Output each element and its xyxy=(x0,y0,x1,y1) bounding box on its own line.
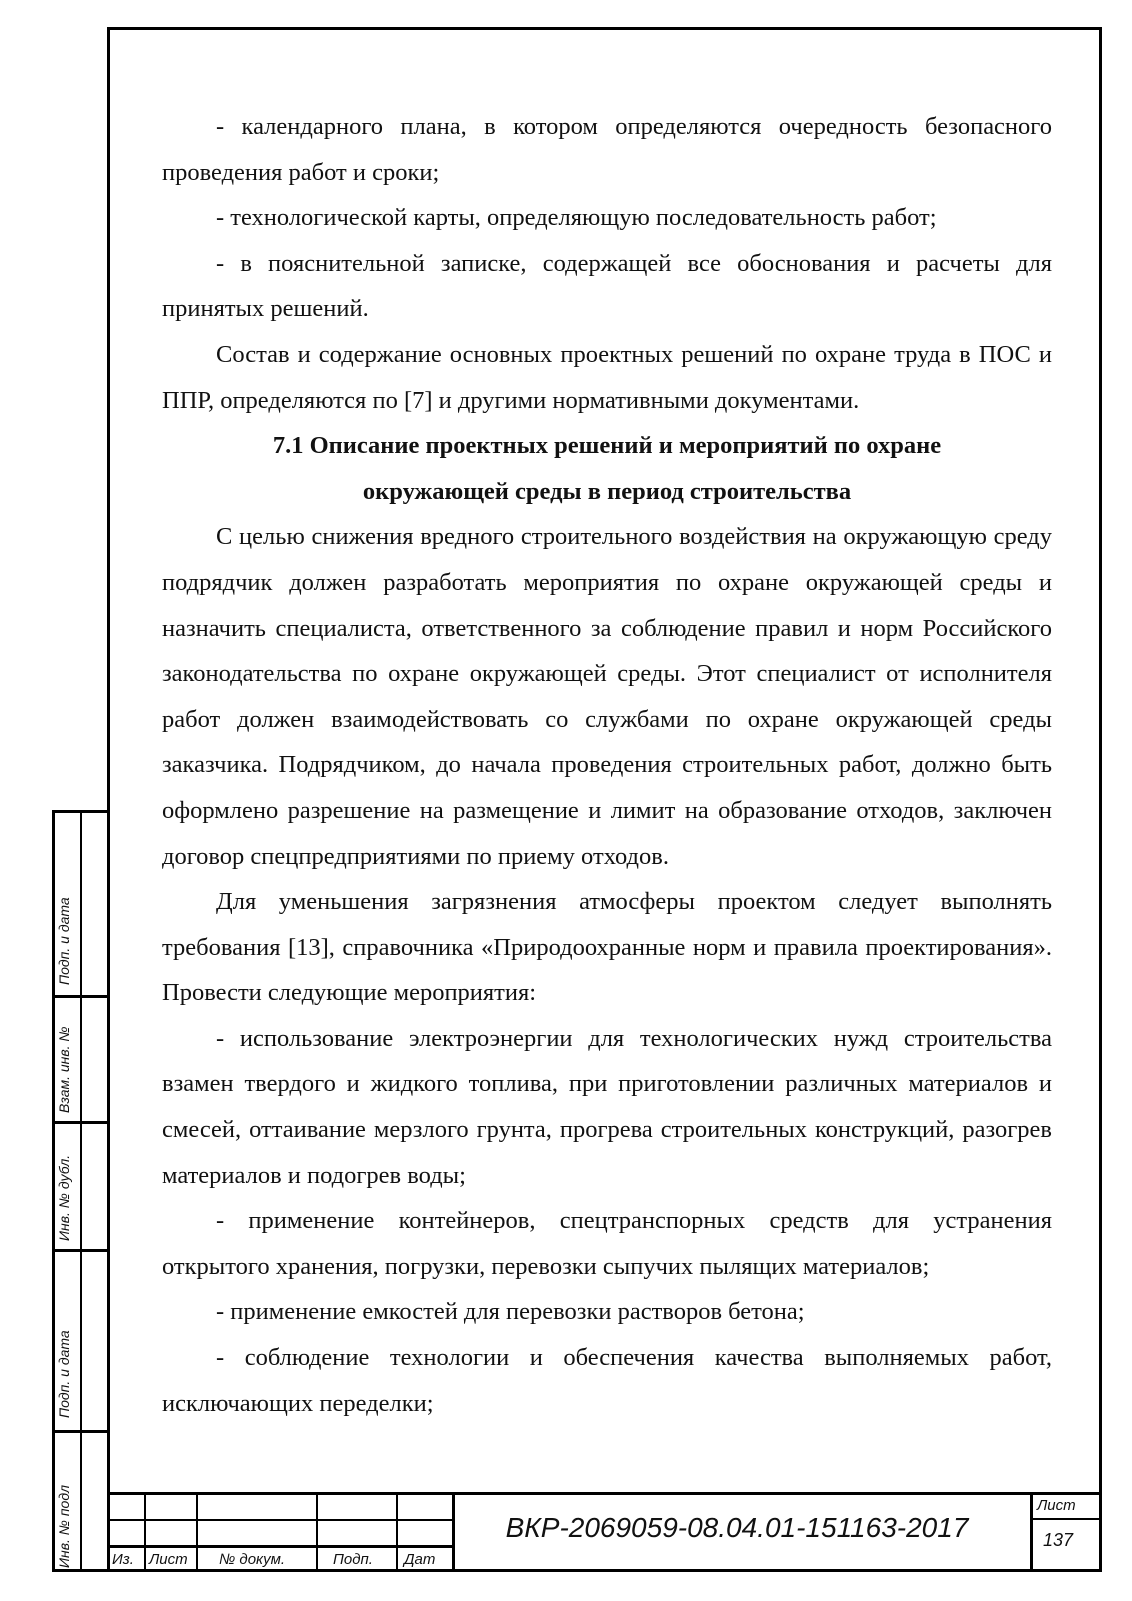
section-heading-line-1: 7.1 Описание проектных решений и мероприятий по охране xyxy=(272,432,942,460)
side-label-inv-podl: Инв. № подл xyxy=(56,1485,72,1568)
side-label-vzam-inv: Взам. инв. № xyxy=(56,1026,72,1113)
paragraph: - применение емкостей для перевозки растворов бетона; xyxy=(216,1298,805,1326)
sheet-number: 137 xyxy=(1043,1530,1074,1550)
column-iz: Из. xyxy=(112,1551,134,1568)
paragraph: Состав и содержание основных проектных решений по охране труда в ПОС и ППР, определяются по [7] и другими нормативными документами. xyxy=(162,340,1052,414)
side-stamp xyxy=(52,810,107,1572)
section-heading-line-2: окружающей среды в период строительства xyxy=(362,477,852,505)
paragraph: - применение контейнеров, спецтранспорных средств для устранения открытого хранения, погрузки, перевозки сыпучих пылящих материалов; xyxy=(162,1207,1052,1280)
paragraph: С целью снижения вредного строительного воздействия на окружающую среду подрядчик должен разработать мероприятия по охране окружающей среды и назначить специалиста, ответственного за соблюдение правил и норм Российского законодательства по охране окружающей среды. Этот специалист от исполнителя работ должен взаимодействовать со службами по охране окружающей среды заказчика. Подрядчиком, до начала проведения строительных работ, должно быть оформлено разрешение на размещение и лимит на образование отходов, заключен договор спецпредприятиями по приему отходов. xyxy=(162,523,1052,870)
column-podp: Подп. xyxy=(333,1551,373,1568)
document-body xyxy=(162,104,1052,1426)
title-block xyxy=(107,1492,1102,1572)
column-dat: Дат xyxy=(404,1551,436,1568)
sheet-label: Лист xyxy=(1037,1497,1076,1514)
side-label-podp-data-2: Подп. и дата xyxy=(56,1330,72,1418)
paragraph: - в пояснительной записке, содержащей все обоснования и расчеты для принятых решений. xyxy=(162,249,1052,323)
paragraph: - использование электроэнергии для технологических нужд строительства взамен твердого и жидкого топлива, при приготовлении различных материалов и смесей, оттаивание мерзлого грунта, прогрева строительных конструкций, разогрев материалов и подогрев воды; xyxy=(162,1024,1052,1189)
column-dokum: № докум. xyxy=(219,1551,286,1568)
side-label-inv-dubl: Инв. № дубл. xyxy=(56,1154,72,1241)
document-code: ВКР-2069059-08.04.01-151163-2017 xyxy=(505,1512,969,1543)
side-label-podp-data: Подп. и дата xyxy=(56,897,72,985)
paragraph: - соблюдение технологии и обеспечения качества выполняемых работ, исключающих переделки; xyxy=(162,1344,1052,1417)
paragraph: Для уменьшения загрязнения атмосферы проектом следует выполнять требования [13], справочника «Природоохранные норм и правила проектирования». Провести следующие мероприятия: xyxy=(162,888,1052,1007)
paragraph: - технологической карты, определяющую последовательность работ; xyxy=(216,204,937,232)
column-list: Лист xyxy=(149,1551,188,1568)
paragraph: - календарного плана, в котором определяются очередность безопасного проведения работ и сроки; xyxy=(162,113,1052,186)
